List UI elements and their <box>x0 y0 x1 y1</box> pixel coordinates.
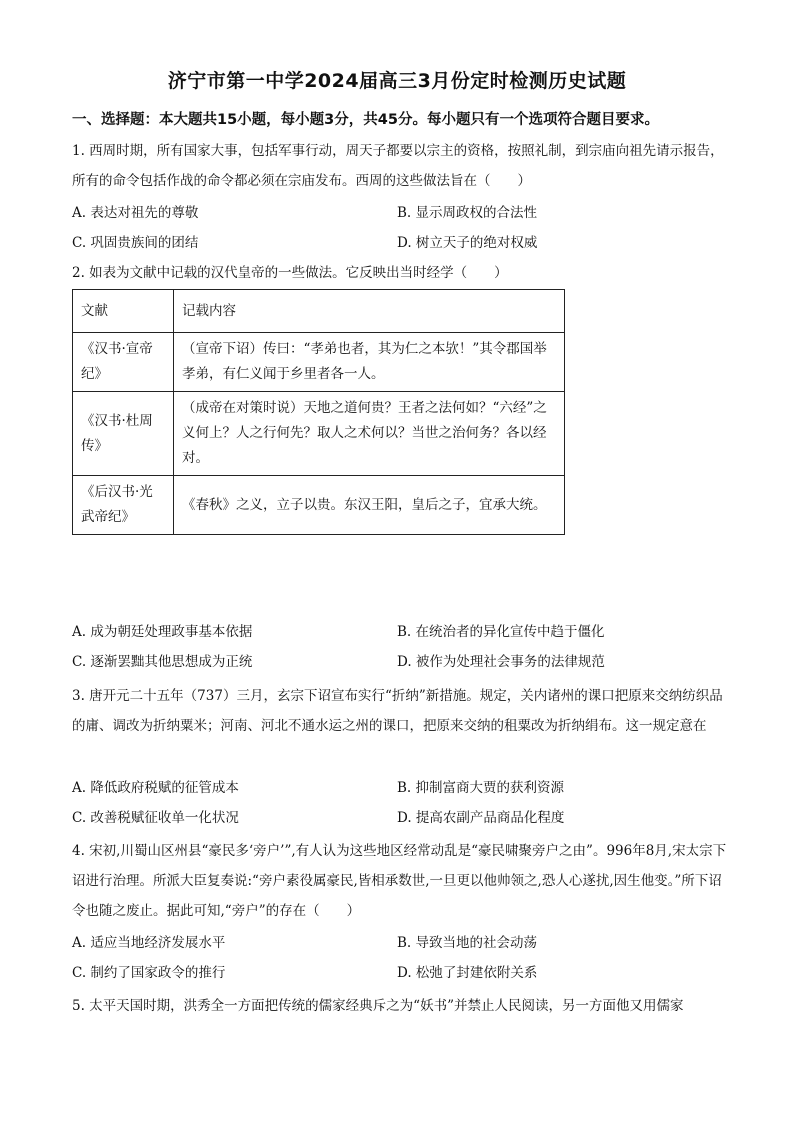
question-1-option-b[interactable]: B. 显示周政权的合法性 <box>397 205 538 221</box>
table-cell-content: 《春秋》之义，立子以贵。东汉王阳，皇后之子，宜承大统。 <box>174 476 565 535</box>
question-4-option-c[interactable]: C. 制约了国家政令的推行 <box>72 965 226 981</box>
table-row <box>73 392 565 476</box>
question-3-option-d[interactable]: D. 提高农副产品商品化程度 <box>397 810 565 826</box>
question-2-option-d[interactable]: D. 被作为处理社会事务的法律规范 <box>397 654 605 670</box>
question-2-option-a[interactable]: A. 成为朝廷处理政事基本依据 <box>72 624 253 640</box>
question-4-stem: 4. 宋初,川蜀山区州县“豪民多‘旁户’”,有人认为这些地区经常动乱是“豪民啸聚旁户之由”。996年8月,宋太宗下诏进行治理。所派大臣复奏说:“旁户素役属豪民,皆相承数世,一旦更以他帅领之,恐人心遂扰,因生他变。”所下诏令也随之废止。据此可知,“旁户”的存在（ ） <box>72 843 727 919</box>
table-header-row <box>73 290 565 333</box>
question-2-stem: 2. 如表为文献中记载的汉代皇帝的一些做法。它反映出当时经学（ ） <box>72 265 508 281</box>
question-4-option-d[interactable]: D. 松弛了封建依附关系 <box>397 965 538 981</box>
source-table <box>72 289 565 535</box>
question-4-option-b[interactable]: B. 导致当地的社会动荡 <box>397 935 538 951</box>
question-3-option-b[interactable]: B. 抑制富商大贾的获利资源 <box>397 780 565 796</box>
question-1-option-d[interactable]: D. 树立天子的绝对权威 <box>397 235 538 251</box>
table-row <box>73 476 565 535</box>
table-cell-content: （宣帝下诏）传曰：“孝弟也者，其为仁之本欤！”其令郡国举孝弟，有仁义闻于乡里者各一人。 <box>174 333 565 392</box>
question-3-option-a[interactable]: A. 降低政府税赋的征管成本 <box>72 780 239 796</box>
table-cell-source: 《汉书·杜周传》 <box>73 392 174 476</box>
question-1-stem: 1. 西周时期，所有国家大事，包括军事行动，周天子都要以宗主的资格，按照礼制，到宗庙向祖先请示报告，所有的命令包括作战的命令都必须在宗庙发布。西周的这些做法旨在（ ） <box>72 143 724 189</box>
question-4-option-a[interactable]: A. 适应当地经济发展水平 <box>72 935 226 951</box>
question-1-option-c[interactable]: C. 巩固贵族间的团结 <box>72 235 199 251</box>
question-1-option-a[interactable]: A. 表达对祖先的尊敬 <box>72 205 199 221</box>
question-3-stem: 3. 唐开元二十五年（737）三月，玄宗下诏宣布实行“折纳”新措施。规定，关内诸州的课口把原来交纳纺织品的庸、调改为折纳粟米；河南、河北不通水运之州的课口，把原来交纳的租粟改为折纳绢布。这一规定意在 <box>72 688 723 734</box>
table-header-cell: 记载内容 <box>174 290 565 333</box>
table-header-cell: 文献 <box>73 290 174 333</box>
question-2-option-b[interactable]: B. 在统治者的异化宣传中趋于僵化 <box>397 624 605 640</box>
question-3-option-c[interactable]: C. 改善税赋征收单一化状况 <box>72 810 239 826</box>
table-row <box>73 333 565 392</box>
table-cell-source: 《汉书·宣帝纪》 <box>73 333 174 392</box>
question-2-option-c[interactable]: C. 逐渐罢黜其他思想成为正统 <box>72 654 253 670</box>
section-heading: 一、选择题：本大题共15小题，每小题3分，共45分。每小题只有一个选项符合题目要求。 <box>72 112 659 128</box>
page-title: 济宁市第一中学2024届高三3月份定时检测历史试题 <box>167 70 627 92</box>
question-5-stem: 5. 太平天国时期，洪秀全一方面把传统的儒家经典斥之为“妖书”并禁止人民阅读，另一方面他又用儒家 <box>72 998 684 1014</box>
table-cell-source: 《后汉书·光武帝纪》 <box>73 476 174 535</box>
table-cell-content: （成帝在对策时说）天地之道何贵？王者之法何如？“六经”之义何上？人之行何先？取人之术何以？当世之治何务？各以经对。 <box>174 392 565 476</box>
